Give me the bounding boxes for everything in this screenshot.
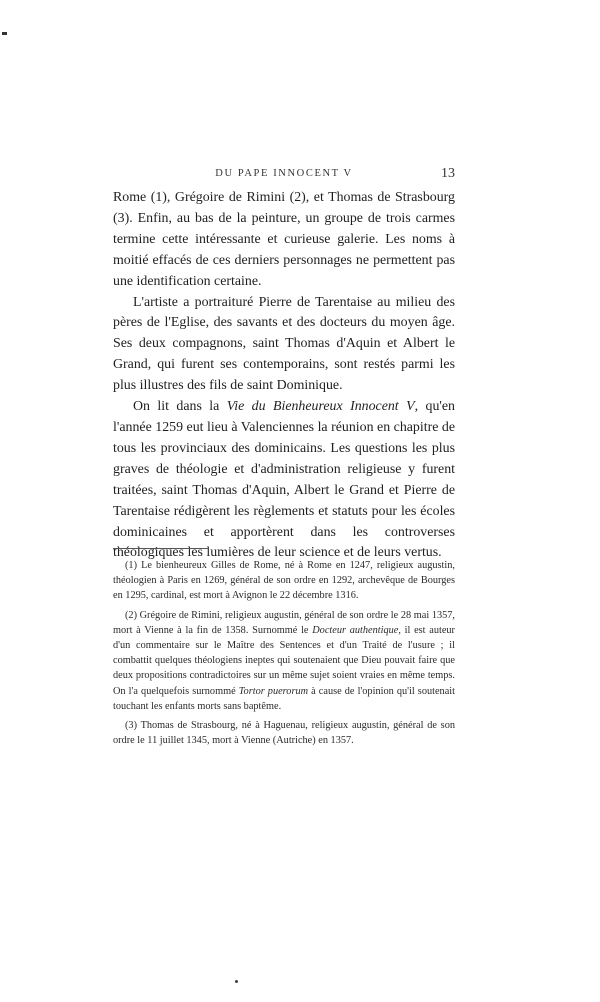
- page-number: 13: [441, 166, 455, 181]
- footnote-2-italic-a: Docteur authentique: [312, 624, 399, 636]
- footnote-2-text-a: (2) Grégoire de Rimini, religieux augustin, général de son ordre le 28 mai 1357, mort à Vienne à la fin de 1358. Surnommé le: [113, 609, 455, 636]
- page-speck: [235, 980, 238, 983]
- footnote-1: (1) Le bienheureux Gilles de Rome, né à Rome en 1247, religieux augustin, théologien à Paris en 1269, général de son ordre en 1292, archevêque de Bourges en 1295, cardinal, est mort à Avignon le 22 décembre 1316.: [113, 560, 455, 602]
- paragraph-2: L'artiste a portraituré Pierre de Tarentaise au milieu des pères de l'Eglise, des savants et des docteurs du moyen âge. Ses deux compagnons, saint Thomas d'Aquin et Albert le Grand, qui furent ses contemporains, sont restés parmi les plus illustres des fils de saint Dominique.: [113, 294, 455, 394]
- footnote-3: (3) Thomas de Strasbourg, né à Haguenau, religieux augustin, général de son ordre le 11 juillet 1345, mort à Vienne (Autriche) en 1357.: [113, 720, 455, 747]
- paragraph-1: Rome (1), Grégoire de Rimini (2), et Thomas de Strasbourg (3). Enfin, au bas de la peinture, un groupe de trois carmes termine cette intéressante et curieuse galerie. Les noms à moitié effacés de ces derniers personnages ne permettent pas une identification certaine.: [113, 190, 455, 289]
- paragraph-3: [113, 397, 455, 564]
- footnote-2-text-b: , il est auteur d'un commentaire sur le Maître des Sentences et d'un Traité de l'usure ; il combattit quelques théologiens ineptes qui soutenaient que Dieu pouvait faire que deux propositions contradictoires sur un même sujet soient vraies en même temps. On l'a quelquefois surnommé: [113, 624, 455, 697]
- edge-mark: [2, 32, 7, 35]
- paragraph-3-text-b: , qu'en l'année 1259 eut lieu à Valenciennes la réunion en chapitre de tous les provinciaux des dominicains. Les questions les plus graves de théologie et d'administration religieuse y furent traitées, saint Thomas d'Aquin, Albert le Grand et Pierre de Tarentaise rédigèrent les règlements et statuts pour les écoles dominicaines et apportèrent dans les controverses théologiques les lumières de leur science et de leurs vertus.: [113, 399, 455, 561]
- footnote-2-italic-b: Tortor puerorum: [238, 685, 309, 697]
- footnote-separator: [113, 548, 209, 549]
- footnote-2-text-c: à cause de l'opinion qu'il soutenait touchant les enfants morts sans baptême.: [113, 685, 455, 712]
- footnote-2: [113, 608, 455, 714]
- running-head: [113, 166, 455, 186]
- main-text: [113, 188, 455, 564]
- footnotes: [113, 558, 455, 752]
- running-title: DU PAPE INNOCENT V: [215, 168, 353, 179]
- book-title: Vie du Bienheureux Innocent V: [226, 399, 415, 415]
- paragraph-3-text-a: On lit dans la: [133, 399, 227, 415]
